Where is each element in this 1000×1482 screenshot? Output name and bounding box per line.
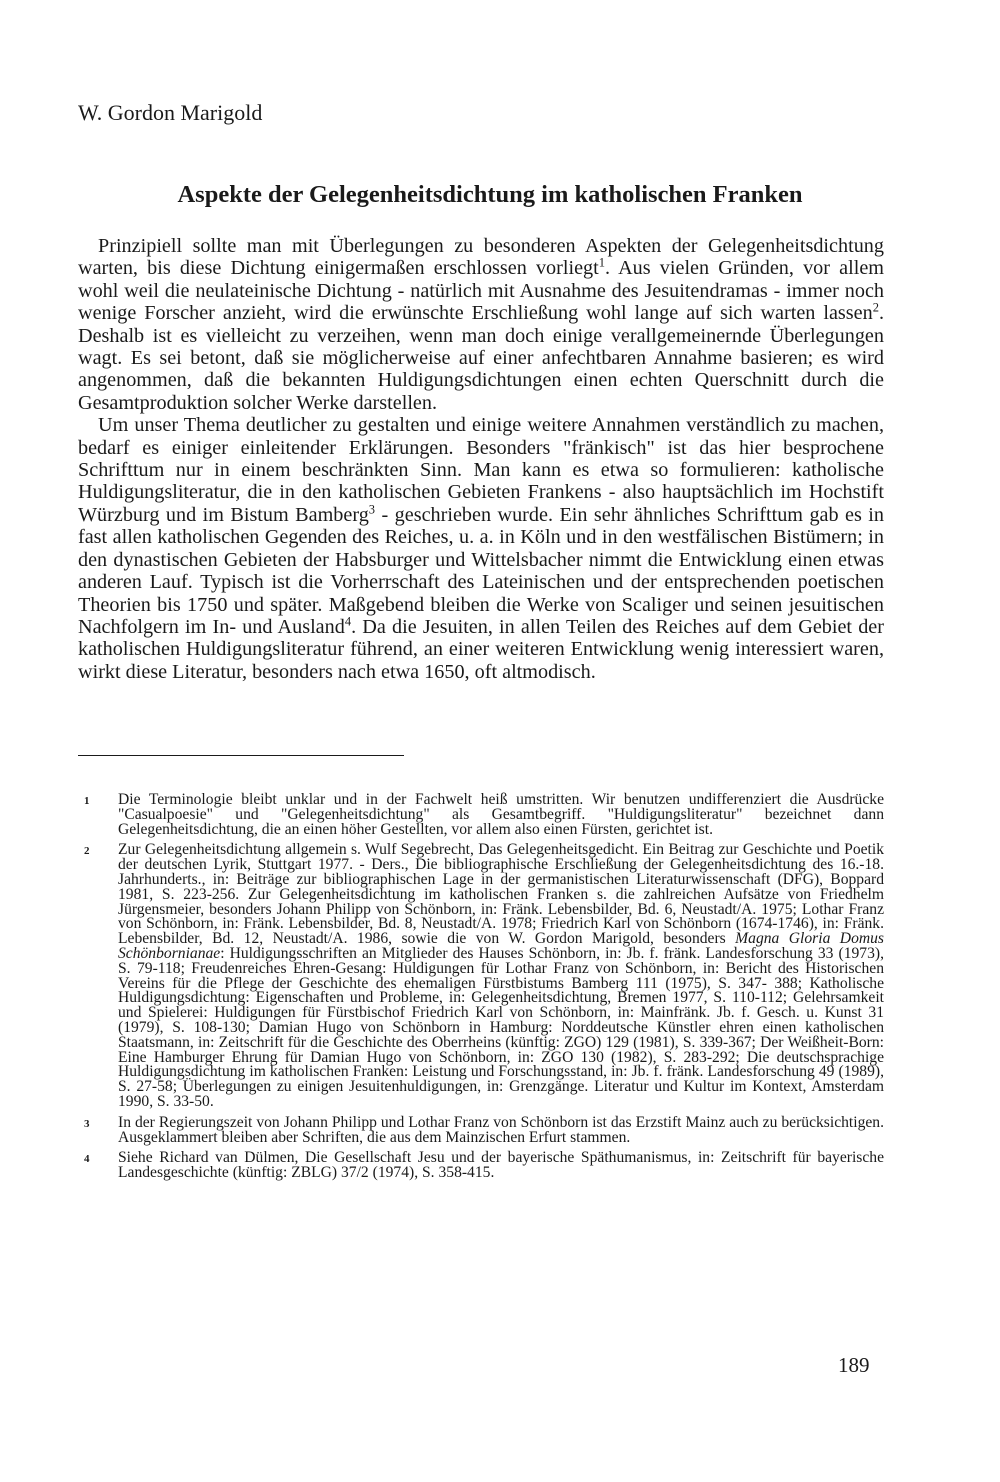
paragraph-1-part-c: . Deshalb ist es vielleicht zu verzeihen, wenn man doch einige verallgemeinernde Überlegungen wagt. Es sei betont, daß sie möglicherweise auf einer anfechtbaren Annahme basieren; es wird angenommen, daß die bekannten Huldigungsdichtungen einen echten Querschnitt durch die Gesamtproduktion solcher Werke darstellen. [78,302,884,414]
footnote-italic-title: Magna Gloria Domus Schönbornianae [118,930,884,962]
footnote-2 [84,843,884,1109]
footnote-text-before: Zur Gelegenheitsdichtung allgemein s. Wulf Segebrecht, Das Gelegenheitsgedicht. Ein Beitrag zur Geschichte und Poetik der deutschen Lyrik, Stuttgart 1977. - Ders., Die bibliographische Erschließung der Gelegenheitsdichtung des 16.-18. Jahrhunderts., in: Beiträge zur bibliographischen Lage in der germanistischen Literaturwissenschaft (DFG), Boppard 1981, S. 223-256. Zur Gelegenheitsdichtung im katholischen Franken s. die zahlreichen Aufsätze von Friedhelm Jürgensmeier, besonders Johann Philipp von Schönborn, in: Fränk. Lebensbilder, Bd. 6, Neustadt/A. 1975; Lothar Franz von Schönborn, in: Fränk. Lebensbilder, Bd. 8, Neustadt/A. 1978; Friedrich Karl von Schönborn (1674-1746), in: Fränk. Lebensbilder, Bd. 12, Neustadt/A. 1986, sowie die von W. Gordon Marigold, besonders [118,841,884,948]
footnote-ref-1[interactable]: 1 [598,255,606,270]
footnote-text: Die Terminologie bleibt unklar und in der Fachwelt heiß umstritten. Wir benutzen undifferenziert die Ausdrücke "Casualpoesie" und "Gelegenheitsdichtung" als Gesamtbegriff. "Huldigungsliteratur" bezeichnet dann Gelegenheitsdichtung, die an einen höher Gestellten, vor allem also einen Fürsten, gerichtet ist. [118,791,884,838]
paragraph-1 [78,235,884,414]
footnote-number: 2 [84,845,90,858]
footnote-divider [78,755,404,756]
footnote-number: 3 [84,1117,90,1130]
main-text [78,235,884,683]
footnote-text: In der Regierungszeit von Johann Philipp und Lothar Franz von Schönborn ist das Erzstift Mainz auch zu berücksichtigen. Ausgeklammert bleiben aber Schriften, die aus dem Mainzischen Erfurt stammen. [118,1113,884,1146]
page-number: 189 [838,1353,870,1377]
paragraph-2-part-c: . Da die Jesuiten, in allen Teilen des Reiches auf dem Gebiet der katholischen Huldigungsliteratur führend, an einer weiteren Entwicklung wenig interessiert waren, wirkt diese Literatur, besonders nach etwa 1650, oft altmodisch. [78,615,884,683]
footnote-ref-2[interactable]: 2 [872,300,879,315]
footnote-3 [84,1113,884,1146]
paragraph-2-part-b: - geschrieben wurde. Ein sehr ähnliches Schrifttum gab es in fast allen katholischen Gegenden des Reiches, u. a. in Köln und in den westfälischen Bistümern; in den dynastischen Gebieten der Habsburger und Wittelsbacher nimmt die Entwicklung einen etwas anderen Lauf. Typisch ist die Vorherrschaft des Lateinischen und der entsprechenden poetischen Theorien bis 1750 und später. Maßgebend bleiben die Werke von Scaliger und seinen jesuitischen Nachfolgern im In- und Ausland [78,503,884,638]
footnote-number: 1 [84,795,90,807]
paragraph-1-part-a: Prinzipiell sollte man mit Überlegungen zu besonderen Aspekten der Gelegenheitsdichtung warten, bis diese Dichtung einigermaßen erschlossen vorliegt [78,235,884,280]
footnote-text: Siehe Richard van Dülmen, Die Gesellschaft Jesu und der bayerische Späthumanismus, in: Zeitschrift für bayerische Landesgeschichte (künftig: ZBLG) 37/2 (1974), S. 358-415. [118,1149,884,1182]
footnote-number: 4 [84,1153,90,1166]
paragraph-2-part-a: Um unser Thema deutlicher zu gestalten und einige weitere Annahmen verständlich zu machen, bedarf es einiger einleitender Erklärungen. Besonders "fränkisch" ist das hier besprochene Schrifttum nur in einem beschränkten Sinn. Man kann es etwa so formulieren: katholische Huldigungsliteratur, die in den katholischen Gebieten Frankens - also hauptsächlich im Hochstift Würzburg und im Bistum Bamberg [78,414,884,526]
footnote-ref-4[interactable]: 4 [344,614,352,629]
running-header-author: W. Gordon Marigold [78,100,263,125]
footnote-ref-3[interactable]: 3 [368,502,376,517]
footnote-text-after: : Huldigungsschriften an Mitglieder des Hauses Schönborn, in: Jb. f. fränk. Landesforschung 33 (1973), S. 79-118; Freudenreiches Ehren-Gesang: Huldigungen für Lothar Franz von Schönborn, in: Bericht des Historischen Vereins für die Pflege der Geschichte des ehemaligen Fürstbistums Bamberg 111 (1975), S. 347- 388; Katholische Huldigungsdichtung: Eigenschaften und Probleme, in: Gelegenheitsdichtung, Bremen 1977, S. 110-112; Gelehrsamkeit und Spielerei: Huldigungen für Fürstbischof Friedrich Karl von Schönborn, in: Mainfränk. Jb. f. Gesch. u. Kunst 31 (1979), S. 108-130; Damian Hugo von Schönborn in Hamburg: Norddeutsche Künstler ehren einen katholischen Staatsmann, in: Zeitschrift für die Geschichte des Oberrheins (künftig: ZGO) 129 (1981), S. 339-367; Der Weißheit-Born: Eine Hamburger Ehrung für Damian Hugo von Schönborn, in: ZGO 130 (1982), S. 283-292; Die deutschsprachige Huldigungsdichtung im katholischen Franken: Leistung und Forschungsstand, in: Jb. f. fränk. Landesforschung 49 (1989), S. 27-58; Überlegungen zu einigen Jesuitenhuldigungen, in: Grenzgänge. Literatur und Kultur im Kontext, Amsterdam 1990, S. 33-50. [118,944,884,1110]
footnote-text [118,843,884,1109]
paragraph-1-part-b: . Aus vielen Gründen, vor allem wohl weil die neulateinische Dichtung - natürlich mit Ausnahme des Jesuitendramas - immer noch wenige Forscher anzieht, wird die erwünschte Erschließung wohl lange auf sich warten lassen [78,257,884,325]
article-title: Aspekte der Gelegenheitsdichtung im katholischen Franken [177,181,803,208]
footnote-4 [84,1151,884,1181]
footnotes [84,793,884,1187]
paragraph-2 [78,414,884,683]
footnote-1 [84,793,884,837]
